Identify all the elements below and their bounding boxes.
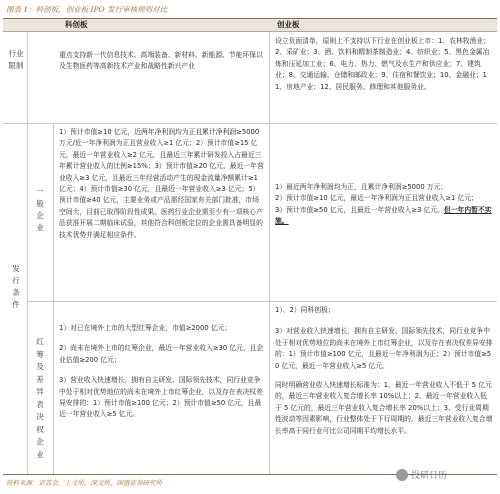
watermark-text: 投研日历 xyxy=(411,471,448,481)
label-issue-conditions: 发行条件 xyxy=(12,264,20,309)
general-cyb-line-1: 1）最近两年净利润均为正，且累计净利润≥5000 万元； xyxy=(275,183,448,191)
cell-general-kcb: 1）预计市值≥10 亿元，近两年净利润均为正且累计净利润≥5000 万元/近一年净利润为正且营业收入≥1 亿元；2）预计市值≥15 亿元，最近一年营业收入≥2 亿元，且最近三年累计研发投入占最近三年累计营业收入的比例≥15%；3）预计市值≥20 亿元，最近一年营业收入≥3 亿元，且最近三年经营活动产生的现金流量净额累计≥1 亿元；4）预计市值≥30 亿元，且最近一年营业收入≥3 亿元；5）预计市值≥40 亿元，主要业务或产品需经国家有关部门批准，市场空间大，目前已取得阶段性成果。医药行业企业需至少有一项核心产品获准开展二期临床试验，其他符合科创板定位的企业需具备明显的技术优势并满足相应条件。 xyxy=(59,128,264,239)
watermark xyxy=(396,468,447,481)
header-cyb: 创业板 xyxy=(277,20,300,29)
label-red-chip: 红筹及差异表决权企业 xyxy=(36,337,44,459)
general-cyb-line-3-bold: 但一年内暂不实施。 xyxy=(275,205,492,226)
source-note: 资料来源：证监会，上交所，深交所，国盛证券研究所 xyxy=(6,479,162,487)
redchip-cyb-note: 同时明确营业收入快速增长标准为：1、最近一年营业收入不低于 5 亿元的，最近三年营业收入复合增长率 10%以上；2、最近一年营业收入低于 5 亿元的，最近三年营业收入复合增长率 20%以上；3、受行业周期性波动等因素影响，行业整体处于下行周期的，最近三年营业收入复合增长率高于同行业可比公司同期平均增长水平。 xyxy=(275,381,493,435)
wechat-icon xyxy=(396,469,408,481)
header-kcb: 科创板 xyxy=(65,20,88,29)
general-cyb-line-3: 3）预计市值≥50 亿元，且最近一年营业收入≥3 亿元。但一年内暂不实施。 xyxy=(275,205,492,226)
comparison-table xyxy=(3,18,497,474)
redchip-kcb-line-1: 1）对已在境外上市的大型红筹企业，市值≥2000 亿元； xyxy=(59,324,232,332)
redchip-cyb-line-12: 1）、2）同科创板； xyxy=(275,306,335,314)
redchip-cyb-line-3: 3）对营业收入快速增长，拥有自主研发、国际领先技术，同行业竞争中处于相对优势地位的尚未在境外上市红筹企业，以及存在表决权差异安排的：1）预计市值≥100 亿元，且最近一年净利润为正；2）预计市值≥50 亿元，最近一年营业收入≥5 亿元。 xyxy=(275,327,493,370)
redchip-kcb-line-3: 3）营业收入快速增长，拥有自主研发、国际领先技术，同行业竞争中处于相对优势地位的尚未在境外上市红筹企业，以及存在表决权差异安排的：1）预计市值≥100 亿元；2）预计市值≥50 亿元，且最近一年营业收入≥5 亿元。 xyxy=(59,376,263,419)
cell-industry-cyb: 设立负面清单，原则上不支持以下行业在创业板上市：1、农林牧渔业；2、采矿业；3、酒、饮料和精制茶制造业；4、纺织业；5、黑色金属冶炼和压延加工业；6、电力、热力、燃气及水生产和供应业；7、建筑业；8、交通运输、仓储和邮政业；9、住宿和餐饮业；10、金融业；11、房地产业；12、居民服务、修理和其他服务业。 xyxy=(275,37,491,91)
general-cyb-line-2: 2）预计市值≥10 亿元，最近一年净利润为正且营业收入≥1 亿元； xyxy=(275,194,478,203)
table-caption: 图表 1：科创板、创业板 IPO 发行审核规则对比 xyxy=(6,5,168,14)
cell-general-cyb xyxy=(271,180,497,260)
label-general-enterprise: 一般企业 xyxy=(36,187,44,232)
label-industry-limit: 行业限制 xyxy=(8,49,24,70)
cell-industry-kcb: 重点支持新一代信息技术、高端装备、新材料、新能源、节能环保以及生物医药等高新技术产业和战略性新兴产业 xyxy=(59,51,263,71)
cell-redchip-cyb xyxy=(271,303,497,473)
cell-redchip-kcb xyxy=(55,321,269,471)
redchip-kcb-line-2: 2）尚未在境外上市的红筹企业，最近一年营业收入≥30 亿元，且企业估值≥200 亿元； xyxy=(59,344,264,364)
